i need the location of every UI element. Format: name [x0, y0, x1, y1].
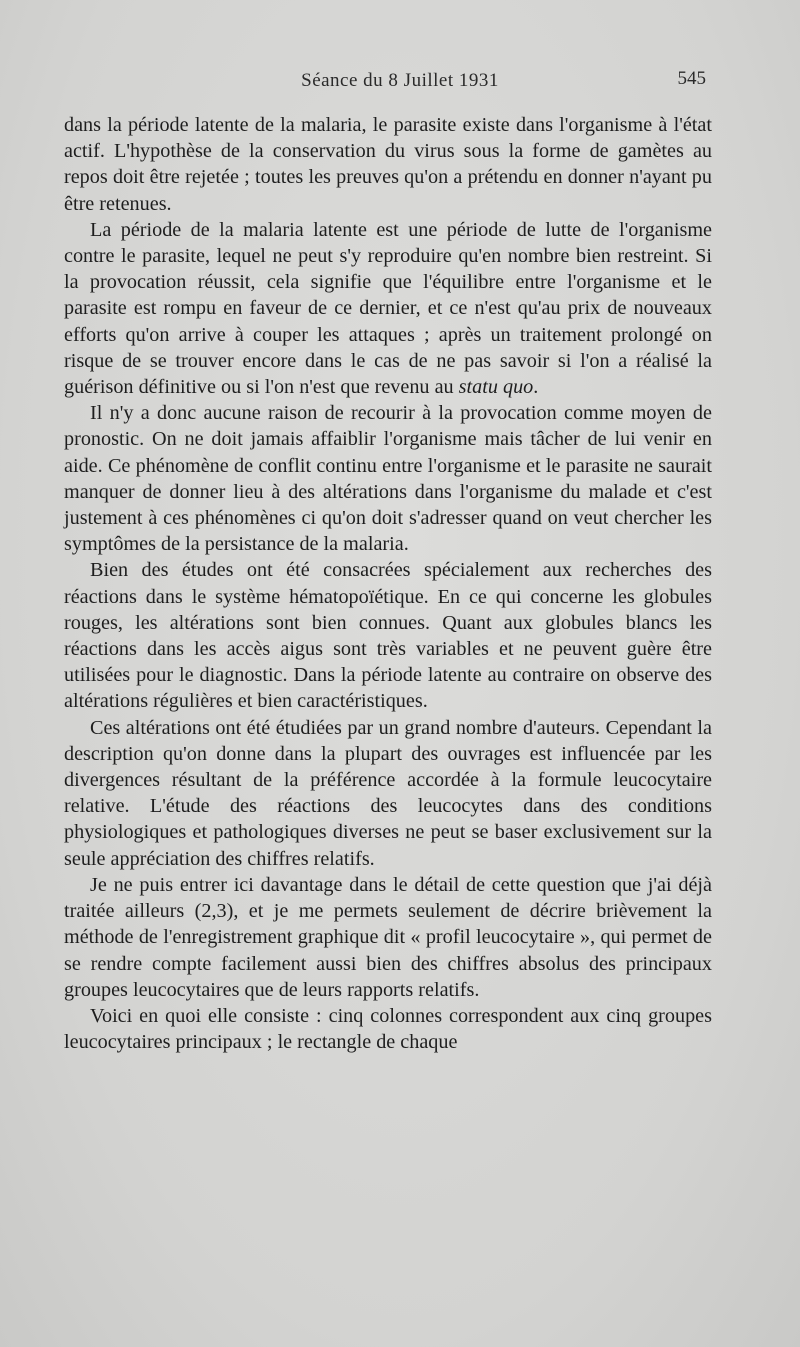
page-header [0, 66, 800, 96]
paragraph-7: Voici en quoi elle consiste : cinq colonnes correspondent aux cinq groupes leucocytaires principaux ; le rectangle de chaque [64, 1004, 712, 1054]
paragraph-3: Il n'y a donc aucune raison de recourir à la provocation comme moyen de pronostic. On ne doit jamais affaiblir l'organisme mais tâcher de lui venir en aide. Ce phénomène de conflit continu entre l'organisme et le parasite ne saurait manquer de donner lieu à des altérations dans l'organisme du malade et c'est justement à ces phénomènes ci qu'on doit s'adresser quand on veut chercher les symptômes de la persistance de la malaria. [64, 402, 712, 556]
paragraph-4: Bien des études ont été consacrées spécialement aux recherches des réactions dans le système hématopoïétique. En ce qui concerne les globules rouges, les altérations sont bien connues. Quant aux globules blancs les réactions dans les accès aigus sont très variables et ne peuvent guère être utilisées pour le diagnostic. Dans la période latente au contraire on observe des altérations régulières et bien caractéristiques. [64, 559, 712, 713]
paragraph-1: dans la période latente de la malaria, le parasite existe dans l'organisme à l'état actif. L'hypothèse de la conservation du virus sous la forme de gamètes au repos doit être rejetée ; toutes les preuves qu'on a prétendu en donner n'ayant pu être retenues. [64, 114, 712, 215]
paragraph-5: Ces altérations ont été étudiées par un grand nombre d'auteurs. Cependant la description qu'on donne dans la plupart des ouvrages est influencée par les divergences résultant de la préférence accordée à la formule leucocytaire relative. L'étude des réactions des leucocytes dans des conditions physiologiques et pathologiques diverses ne peut se baser exclusivement sur la seule appréciation des chiffres relatifs. [64, 716, 712, 870]
paragraph-2-text: La période de la malaria latente est une période de lutte de l'organisme contre le parasite, lequel ne peut s'y reproduire qu'en nombre bien restreint. Si la provocation réussit, cela signifie que l'équilibre entre l'organisme et le parasite est rompu en faveur de ce dernier, et ce n'est qu'au prix de nouveaux efforts qu'on arrive à couper les attaques ; après un traitement prolongé on risque de se trouver encore dans le cas de ne pas savoir si l'on a réalisé la guérison définitive ou si l'on n'est que revenu au [64, 218, 712, 399]
running-title: Séance du 8 Juillet 1931 [301, 70, 499, 91]
page-number: 545 [677, 68, 706, 89]
statu-quo-italic: statu quo [458, 376, 534, 399]
paragraph-6: Je ne puis entrer ici davantage dans le détail de cette question que j'ai déjà traitée ailleurs (2,3), et je me permets seulement de décrire brièvement la méthode de l'enregistrement graphique dit « profil leucocytaire », qui permet de se rendre compte facilement aussi bien des chiffres absolus des principaux groupes leucocytaires que de leurs rapports relatifs. [64, 873, 712, 1001]
paragraph-2-end: . [533, 376, 539, 399]
body-text [64, 112, 712, 1055]
paragraph-2 [64, 217, 712, 400]
